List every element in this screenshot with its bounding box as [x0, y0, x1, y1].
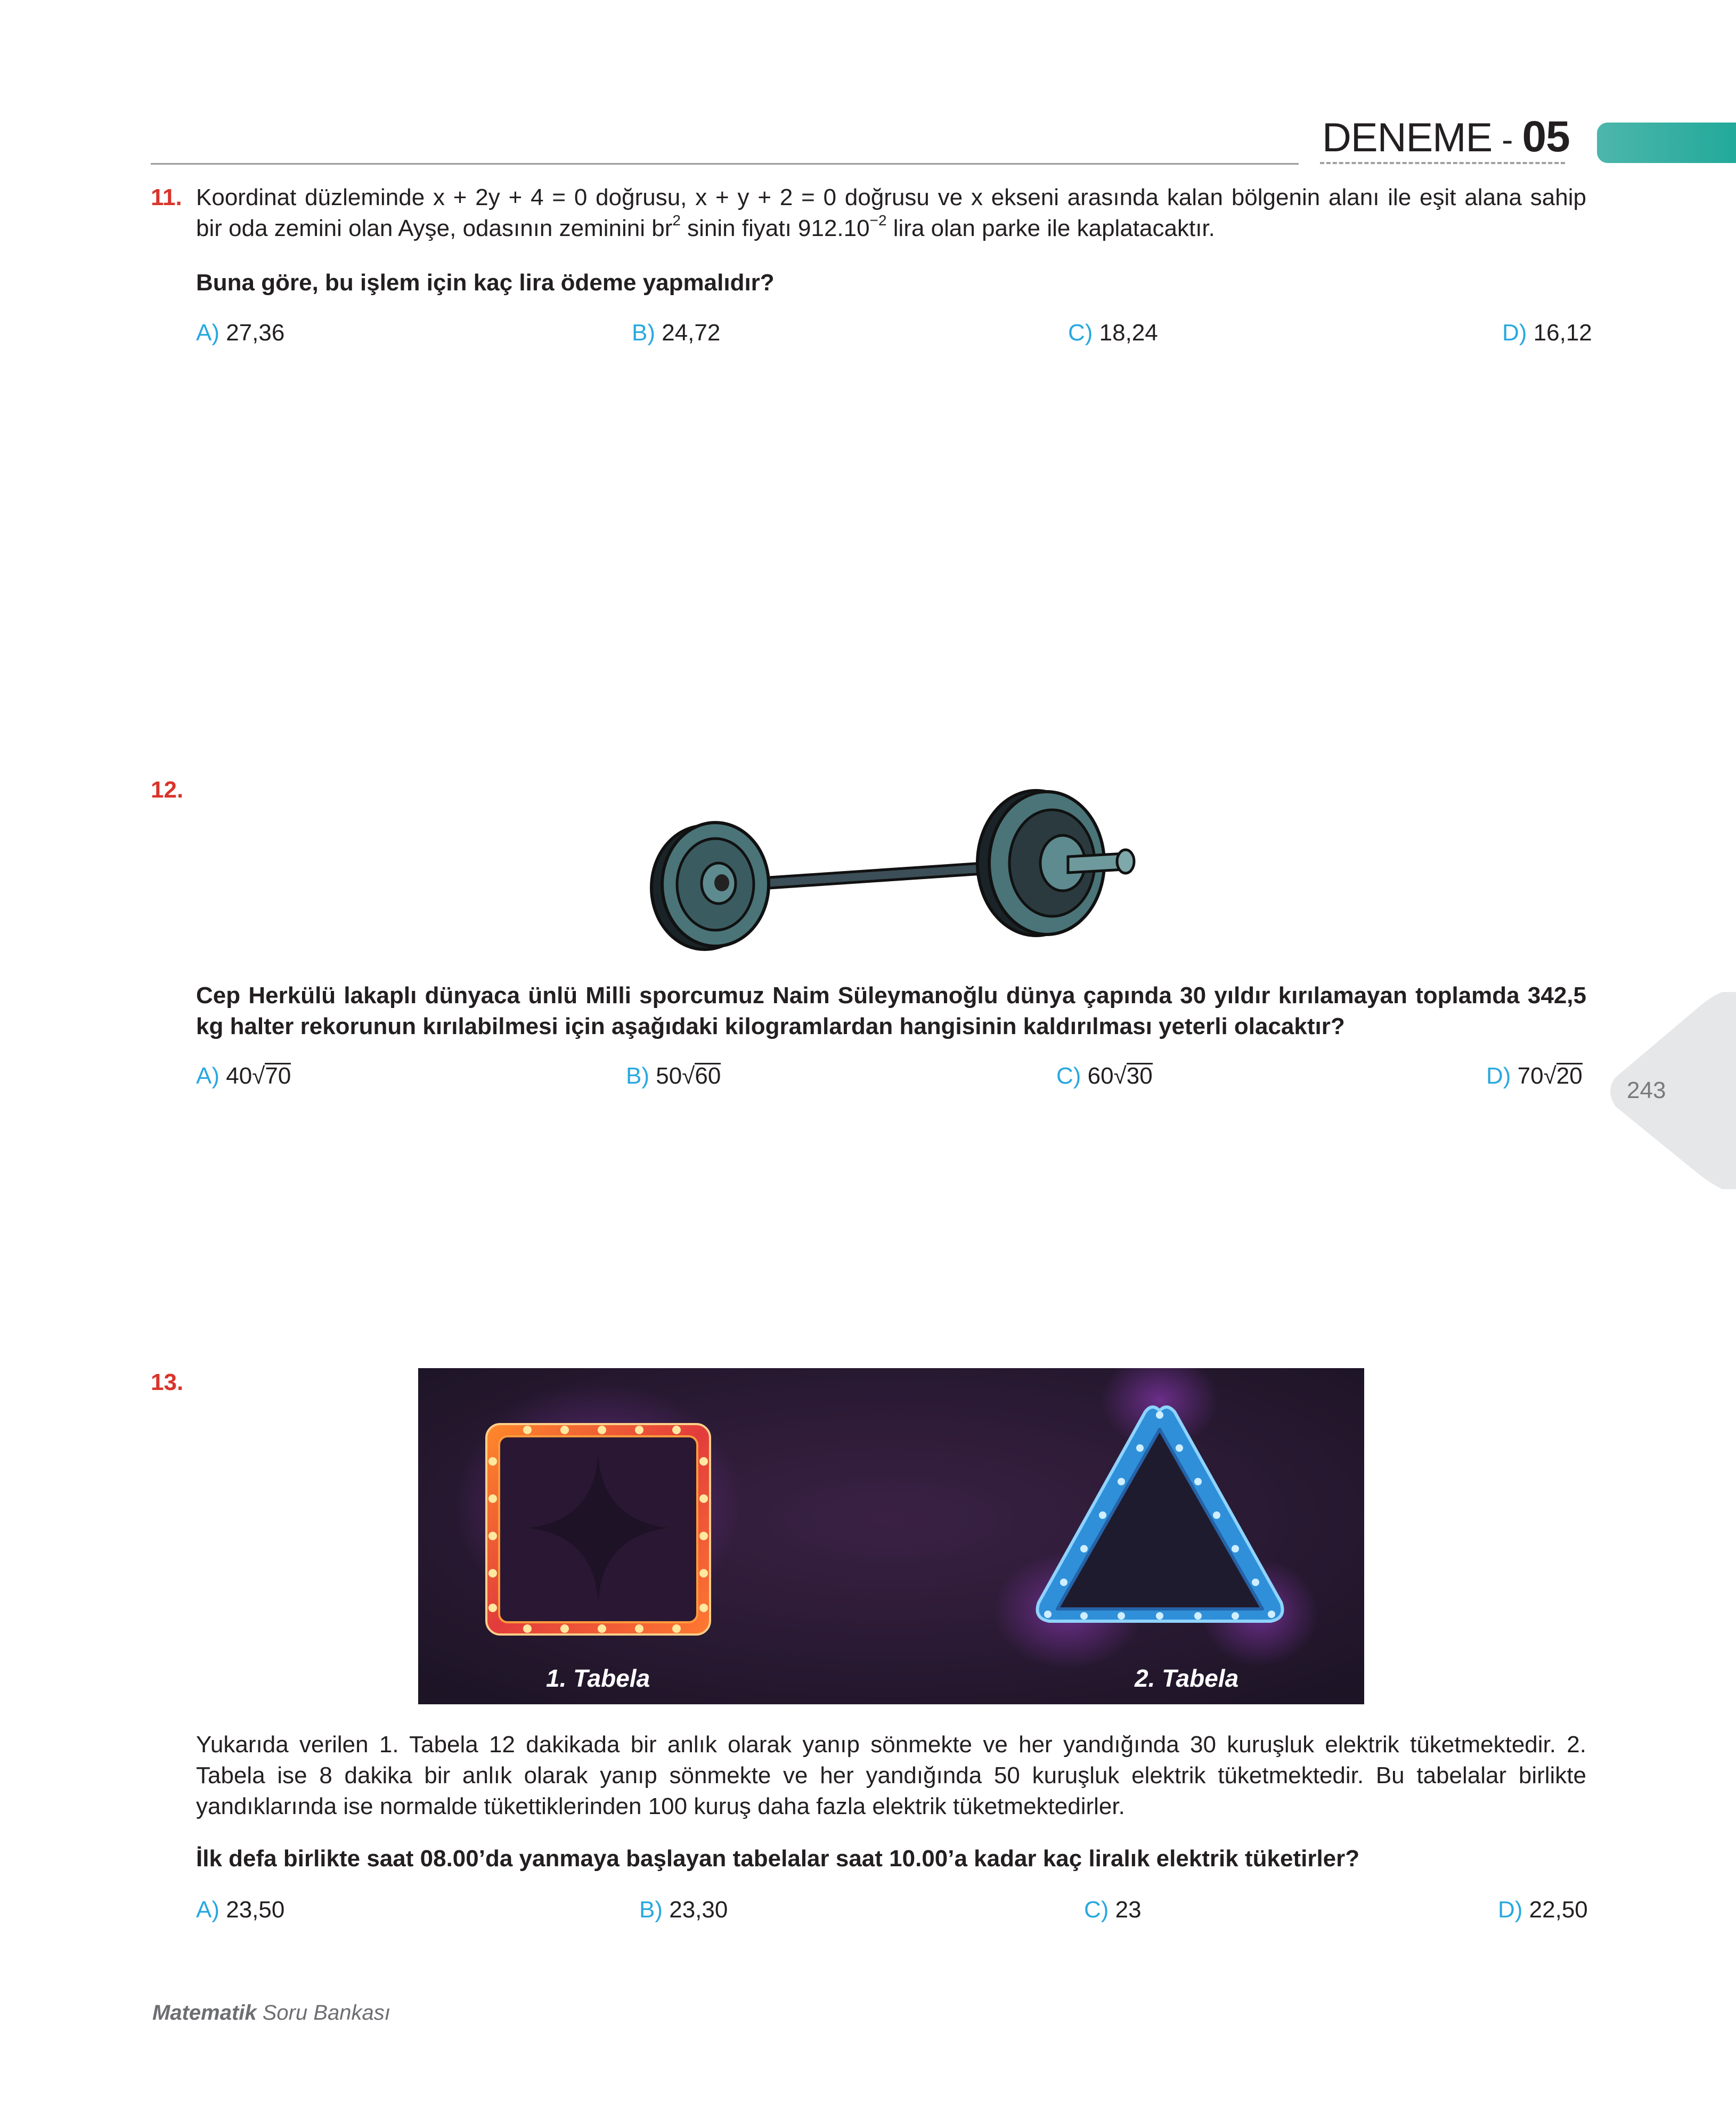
option-value: 16,12: [1533, 320, 1592, 346]
option-letter: B): [626, 1063, 649, 1089]
option-coefficient: 60: [1087, 1063, 1114, 1089]
question-11-line-2c: lira olan parke ile kaplatacaktır.: [886, 215, 1215, 241]
question-11-prompt: Buna göre, bu işlem için kaç lira ödeme yapmalıdır?: [196, 270, 775, 296]
q11-option-c[interactable]: [1068, 320, 1158, 346]
option-radicand: 30: [1126, 1063, 1153, 1089]
footer-book: Soru Bankası: [262, 2001, 390, 2024]
option-radicand: 20: [1556, 1063, 1583, 1089]
question-11-text: [196, 182, 1586, 244]
option-letter: C): [1084, 1897, 1109, 1923]
exam-title-separator: -: [1502, 120, 1513, 159]
sign-2-label: 2. Tabela: [1135, 1664, 1239, 1692]
option-value: 18,24: [1099, 320, 1158, 346]
question-13-line-1: Yukarıda verilen 1. Tabela 12 dakikada bir anlık olarak yanıp sönmekte ve her yandığında 30 kuruşluk elektrik tüketmektedir. 2.: [196, 1731, 1586, 1758]
page-number: 243: [1627, 1077, 1666, 1103]
neon-signs-graphic: [418, 1368, 1364, 1704]
q11-option-d[interactable]: [1502, 320, 1592, 346]
q12-option-c[interactable]: [1056, 1063, 1153, 1089]
option-letter: C): [1068, 320, 1093, 346]
question-11-line-2b: sinin fiyatı 912.10: [680, 215, 870, 241]
question-12-line-2: kg halter rekorunun kırılabilmesi için aşağıdaki kilogramlardan hangisinin kaldırılması yeterli olacaktır?: [196, 1013, 1345, 1039]
header-rule: [151, 163, 1299, 165]
sqrt-icon: √: [682, 1063, 695, 1089]
sqrt-icon: √: [1543, 1063, 1556, 1089]
option-value: 27,36: [226, 320, 285, 346]
option-coefficient: 70: [1517, 1063, 1544, 1089]
q13-option-c[interactable]: [1084, 1897, 1142, 1923]
page-number-marker: [1605, 992, 1736, 1189]
question-13-number: 13.: [151, 1369, 184, 1395]
superscript-2: 2: [672, 212, 681, 229]
right-sleeve-end: [1117, 850, 1134, 873]
question-11-line-2: [196, 213, 1586, 244]
option-letter: B): [639, 1897, 663, 1923]
option-value: 24,72: [662, 320, 721, 346]
q13-option-b[interactable]: [639, 1897, 728, 1923]
exam-title-text: DENEME: [1322, 115, 1493, 160]
footer-book-title: [152, 2001, 390, 2025]
option-letter: D): [1498, 1897, 1523, 1923]
q13-option-d[interactable]: [1498, 1897, 1588, 1923]
exam-number: 05: [1522, 112, 1570, 161]
question-13-line-2: Tabela ise 8 dakika bir anlık olarak yanıp sönmekte ve her yandığında 50 kuruşluk elektrik tüketmektedir. Bu tabelalar birlikte: [196, 1762, 1586, 1788]
left-plate-hole: [714, 874, 729, 891]
right-sleeve: [1068, 853, 1124, 873]
option-value: 23,30: [669, 1897, 728, 1923]
option-letter: D): [1486, 1063, 1511, 1089]
option-value: 23: [1115, 1897, 1142, 1923]
option-letter: A): [196, 1063, 219, 1089]
sqrt-icon: √: [252, 1063, 265, 1089]
question-12-line-1: Cep Herkülü lakaplı dünyaca ünlü Milli sporcumuz Naim Süleymanoğlu dünya çapında 30 yıldır kırılamayan toplamda 342,5: [196, 982, 1586, 1009]
q12-option-b[interactable]: [626, 1063, 721, 1089]
sqrt-icon: √: [1113, 1063, 1127, 1089]
q11-option-a[interactable]: [196, 320, 284, 346]
question-13-prompt: İlk defa birlikte saat 08.00’da yanmaya başlayan tabelalar saat 10.00’a kadar kaç liralık elektrik tüketirler?: [196, 1845, 1360, 1872]
question-11-line-1: Koordinat düzleminde x + 2y + 4 = 0 doğrusu, x + y + 2 = 0 doğrusu ve x ekseni arasında kalan bölgenin alanı ile eşit alana sahip: [196, 184, 1586, 210]
option-value: 22,50: [1529, 1897, 1588, 1923]
exam-title: [1322, 112, 1570, 162]
option-letter: A): [196, 1897, 219, 1923]
option-letter: B): [632, 320, 655, 346]
question-11-number: 11.: [151, 184, 182, 210]
header-dotted-rule: [1320, 162, 1565, 164]
question-13-line-3: yandıklarında ise normalde tükettiklerinden 100 kuruş daha fazla elektrik tüketmektedirler.: [196, 1793, 1125, 1819]
option-letter: C): [1056, 1063, 1081, 1089]
header-color-tab: [1597, 123, 1736, 163]
footer-subject: Matematik: [152, 2001, 257, 2024]
option-coefficient: 50: [656, 1063, 682, 1089]
neon-signs-illustration: [418, 1368, 1364, 1704]
q11-option-b[interactable]: [632, 320, 720, 346]
option-radicand: 70: [265, 1063, 291, 1089]
q13-option-a[interactable]: [196, 1897, 284, 1923]
question-12-text: [196, 980, 1586, 1042]
option-radicand: 60: [695, 1063, 721, 1089]
option-letter: A): [196, 320, 219, 346]
sign-1-label: 1. Tabela: [546, 1664, 650, 1692]
question-13-text: [196, 1729, 1586, 1822]
superscript-minus-2: −2: [869, 212, 887, 229]
barbell-illustration: [642, 783, 1145, 951]
option-value: 23,50: [226, 1897, 285, 1923]
option-letter: D): [1502, 320, 1527, 346]
question-12-number: 12.: [151, 777, 184, 803]
sign-1-square: [454, 1381, 742, 1635]
q12-option-a[interactable]: [196, 1063, 291, 1089]
question-11-line-2a: bir oda zemini olan Ayşe, odasının zeminini br: [196, 215, 673, 241]
option-coefficient: 40: [226, 1063, 252, 1089]
q12-option-d[interactable]: [1486, 1063, 1583, 1089]
